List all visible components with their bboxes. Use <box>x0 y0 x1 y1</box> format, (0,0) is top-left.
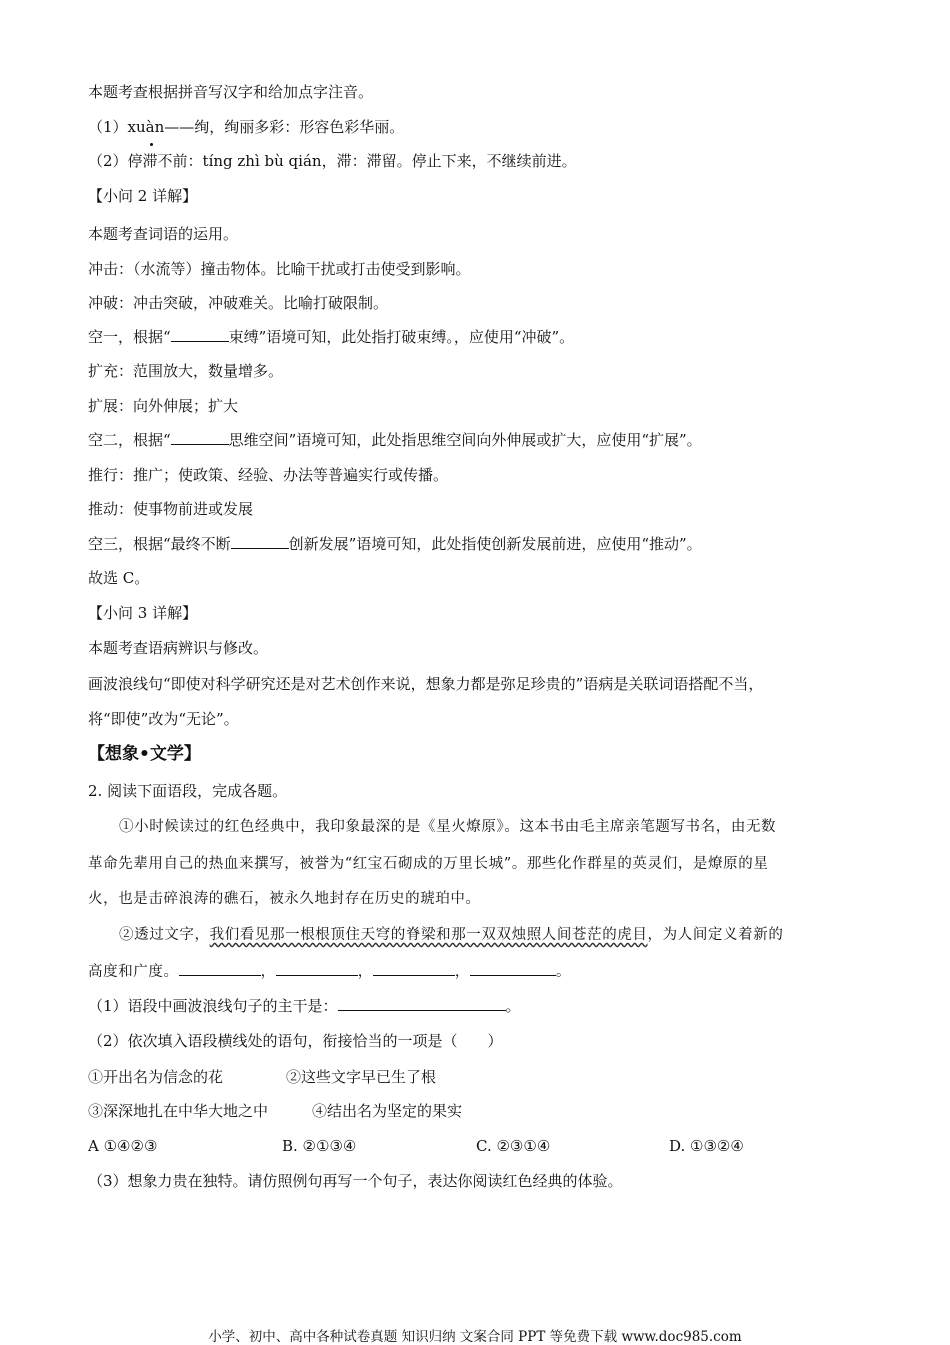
statement-3: ③深深地扎在中华大地之中 <box>88 1102 269 1120</box>
fill-blank <box>231 534 289 549</box>
fill-blank <box>373 961 455 976</box>
wavy-underlined-sentence: 我们看见那一根根顶住天穹的脊梁和那一双双烛照人间苍茫的虎目 <box>209 927 648 943</box>
definition-chongji: 冲击：（水流等）撞击物体。比喻干扰或打击使受到影响。 <box>88 260 471 278</box>
fill-blank <box>171 327 229 342</box>
definition-chongpo: 冲破：冲击突破，冲破难关。比喻打破限制。 <box>88 294 389 312</box>
subquestion-3-analysis-line2: 将“即使”改为“无论”。 <box>88 710 239 728</box>
fill-blank <box>179 961 261 976</box>
page-footer: 小学、初中、高中各种试卷真题 知识归纳 文案合同 PPT 等免费下载 www.doc985.com <box>208 1329 742 1345</box>
blank-2-analysis: 空二，根据“ 思维空间”语境可知，此处指思维空间向外伸展或扩大，应使用“扩展”。 <box>88 431 702 449</box>
section-title: 【想象•文学】 <box>88 744 201 764</box>
blank-1-analysis: 空一，根据“ 束缚”语境可知，此处指打破束缚。，应使用“冲破”。 <box>88 328 575 346</box>
subquestion-3-heading: 【小问 3 详解】 <box>88 604 198 622</box>
choice-d: D. ①③②④ <box>669 1137 744 1155</box>
definition-tuidong: 推动：使事物前进或发展 <box>88 500 254 518</box>
blank-3-analysis: 空三，根据“最终不断 创新发展”语境可知，此处指使创新发展前进，应使用“推动”。 <box>88 535 702 553</box>
subquestion-2-intro: 本题考查词语的运用。 <box>88 225 239 243</box>
subquestion-2-heading: 【小问 2 详解】 <box>88 187 198 205</box>
fill-blank <box>171 430 229 445</box>
choice-c: C. ②③①④ <box>476 1137 551 1155</box>
subquestion-1: （1）语段中画波浪线句子的主干是： 。 <box>88 997 521 1015</box>
definition-kuozhan: 扩展：向外伸展；扩大 <box>88 397 239 415</box>
emphasis-dot <box>150 143 153 146</box>
passage-paragraph-1-line2: 革命先辈用自己的热血来撰写，被誉为“红宝石砌成的万里长城”。那些化作群星的英灵们，是燎原的星 <box>88 856 769 872</box>
passage-paragraph-1-line1: ①小时候读过的红色经典中，我印象最深的是《星火燎原》。这本书由毛主席亲笔题写书名，由无数 <box>119 819 777 835</box>
passage-paragraph-1-line3: 火，也是击碎浪涛的礁石，被永久地封存在历史的琥珀中。 <box>88 891 481 907</box>
fill-blank <box>470 961 556 976</box>
analysis-intro: 本题考查根据拼音写汉字和给加点字注音。 <box>88 83 374 101</box>
definition-kuochong: 扩充：范围放大，数量增多。 <box>88 362 284 380</box>
analysis-item-1: （1）xuàn——绚，绚丽多彩：形容色彩华丽。 <box>88 118 405 136</box>
analysis-item-2: （2）停滞不前：tíng zhì bù qián，滞：滞留。停止下来，不继续前进。 <box>88 152 577 170</box>
passage-paragraph-2-line1: ②透过文字，我们看见那一根根顶住天穹的脊梁和那一双双烛照人间苍茫的虎目，为人间定义着新的 <box>119 927 784 943</box>
question-stem: 2. 阅读下面语段，完成各题。 <box>88 782 288 800</box>
subquestion-3-intro: 本题考查语病辨识与修改。 <box>88 639 269 657</box>
statement-1: ①开出名为信念的花 <box>88 1068 224 1086</box>
statement-4: ④结出名为坚定的果实 <box>312 1102 463 1120</box>
definition-tuixing: 推行：推广；使政策、经验、办法等普遍实行或传播。 <box>88 466 449 484</box>
answer-blank <box>338 996 506 1011</box>
subquestion-3-analysis-line1: 画波浪线句“即使对科学研究还是对艺术创作来说，想象力都是弥足珍贵的”语病是关联词语搭配不当， <box>88 675 764 693</box>
answer-choice: 故选 C。 <box>88 569 150 587</box>
statement-2: ②这些文字早已生了根 <box>286 1068 437 1086</box>
fill-blank <box>276 961 358 976</box>
choice-a: A ①④②③ <box>88 1137 158 1155</box>
passage-paragraph-2-line2: 高度和广度。 ， ， ， 。 <box>88 961 571 982</box>
subquestion-3: （3）想象力贵在独特。请仿照例句再写一个句子，表达你阅读红色经典的体验。 <box>88 1172 623 1190</box>
subquestion-2: （2）依次填入语段横线处的语句，衔接恰当的一项是（ ） <box>88 1032 503 1050</box>
choice-b: B. ②①③④ <box>282 1137 357 1155</box>
